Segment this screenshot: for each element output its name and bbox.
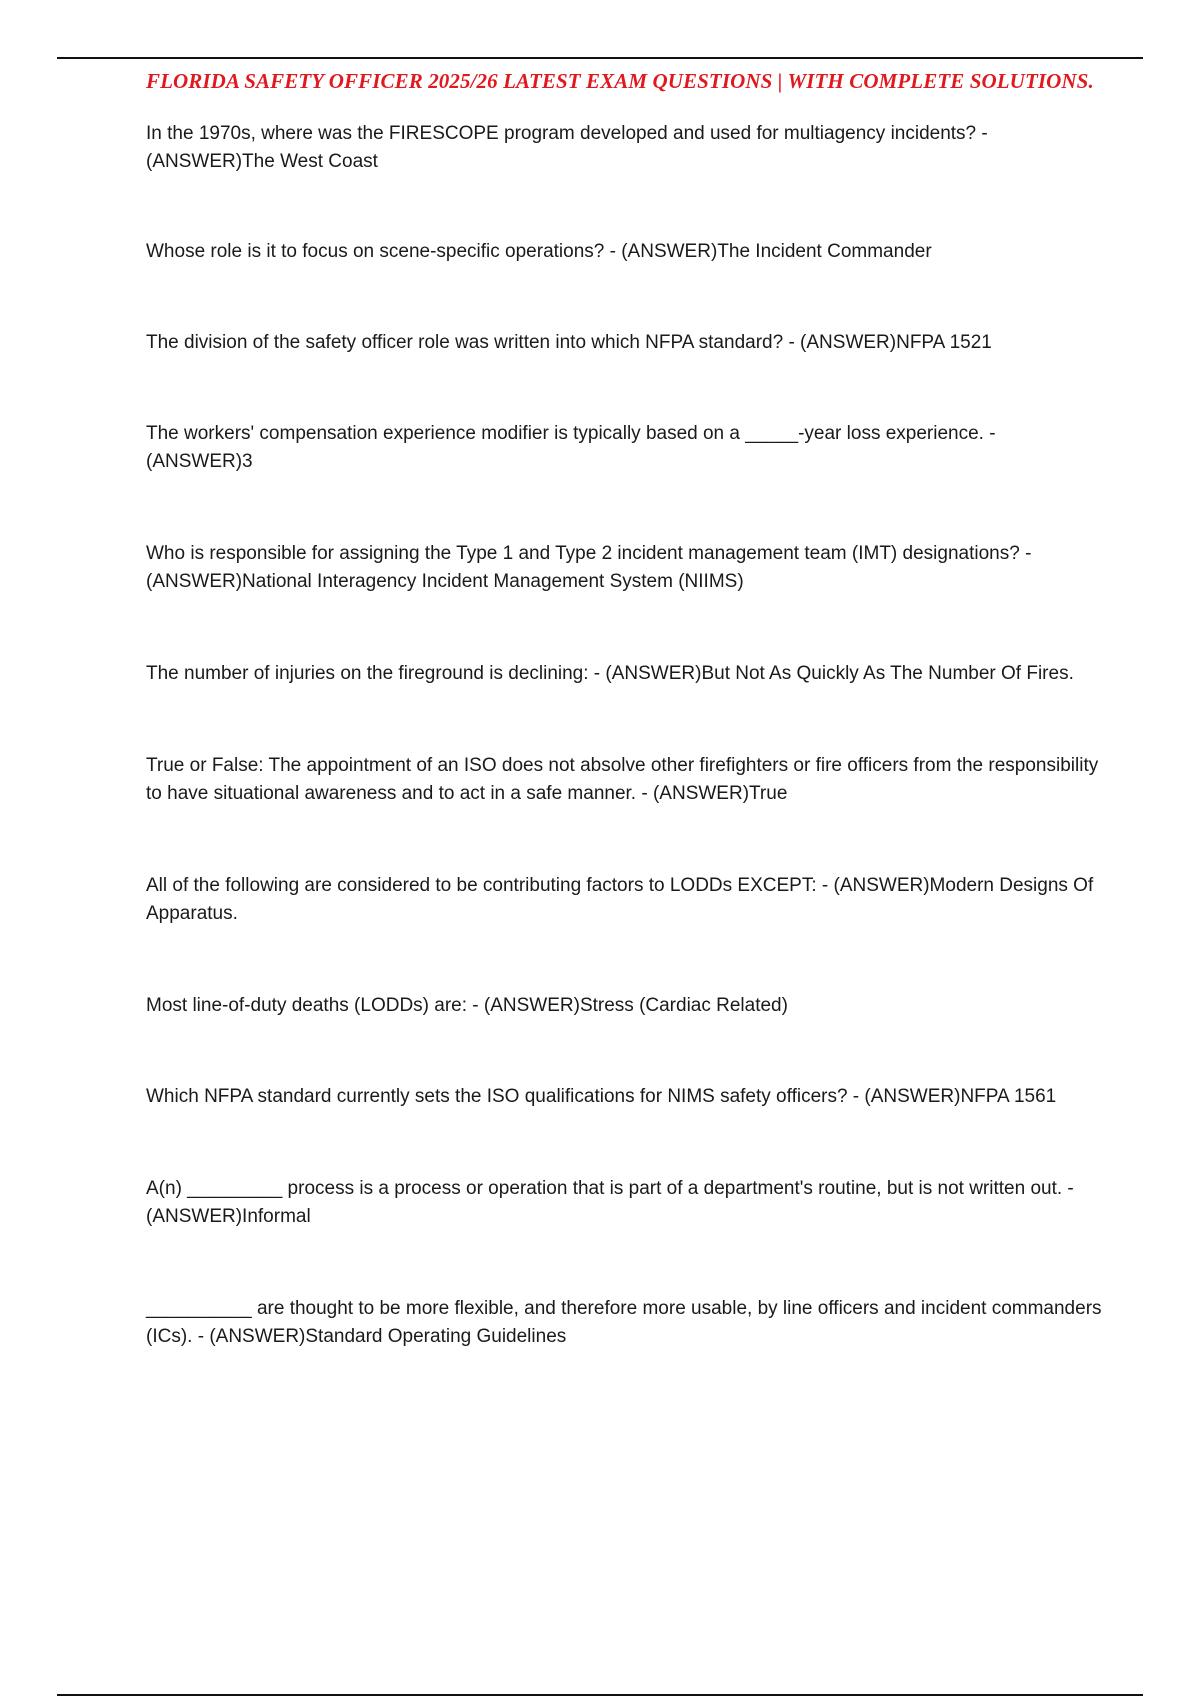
document-title: FLORIDA SAFETY OFFICER 2025/26 LATEST EXAM QUESTIONS | WITH COMPLETE SOLUTIONS.: [146, 69, 1094, 93]
qa-item: Whose role is it to focus on scene-specific operations? - (ANSWER)The Incident Commander: [146, 241, 932, 262]
qa-item: Most line-of-duty deaths (LODDs) are: - (ANSWER)Stress (Cardiac Related): [146, 995, 788, 1016]
qa-item: __________ are thought to be more flexible, and therefore more usable, by line officers and incident commanders (ICs). - (ANSWER)Standard Operating Guidelines: [146, 1298, 1102, 1347]
qa-item: Who is responsible for assigning the Type 1 and Type 2 incident management team (IMT) designations? - (ANSWER)National Interagency Incident Management System (NIIMS): [146, 543, 1032, 592]
qa-item: The number of injuries on the fireground is declining: - (ANSWER)But Not As Quickly As The Number Of Fires.: [146, 663, 1074, 684]
qa-item: Which NFPA standard currently sets the ISO qualifications for NIMS safety officers? - (ANSWER)NFPA 1561: [146, 1086, 1057, 1107]
qa-item: The division of the safety officer role was written into which NFPA standard? - (ANSWER)NFPA 1521: [146, 332, 992, 353]
qa-list: [146, 120, 1106, 1351]
qa-item: A(n) _________ process is a process or operation that is part of a department's routine, but is not written out. - (ANSWER)Informal: [146, 1178, 1074, 1227]
qa-item: The workers' compensation experience modifier is typically based on a _____-year loss experience. - (ANSWER)3: [146, 423, 996, 472]
top-rule: [57, 57, 1143, 59]
bottom-rule: [57, 1694, 1143, 1696]
qa-item: In the 1970s, where was the FIRESCOPE program developed and used for multiagency incidents? - (ANSWER)The West Coast: [146, 123, 988, 172]
qa-item: True or False: The appointment of an ISO does not absolve other firefighters or fire officers from the responsibility to have situational awareness and to act in a safe manner. - (ANSWER)True: [146, 755, 1099, 804]
qa-item: All of the following are considered to be contributing factors to LODDs EXCEPT: - (ANSWER)Modern Designs Of Apparatus.: [146, 875, 1094, 924]
document-body: [146, 68, 1106, 1351]
